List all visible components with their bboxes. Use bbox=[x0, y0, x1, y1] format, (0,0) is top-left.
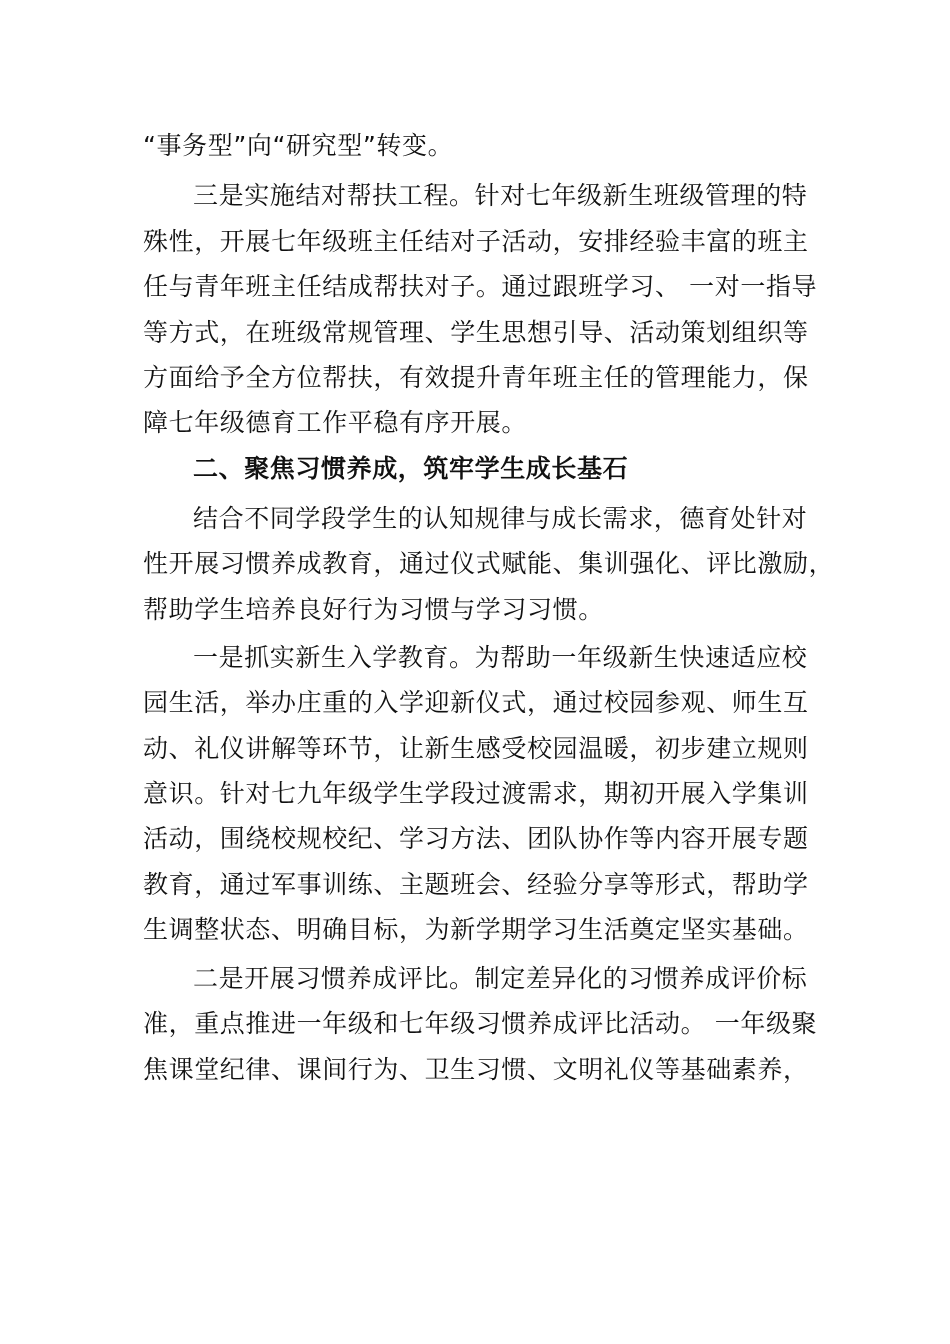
text-line: 殊性，开展七年级班主任结对子活动，安排经验丰富的班主 bbox=[143, 227, 809, 256]
text-line: 一是抓实新生入学教育。为帮助一年级新生快速适应校 bbox=[193, 643, 808, 672]
text-line: 园生活，举办庄重的入学迎新仪式，通过校园参观、师生互 bbox=[143, 688, 809, 717]
text-line: 二是开展习惯养成评比。制定差异化的习惯养成评价标 bbox=[193, 964, 808, 993]
text-line: 结合不同学段学生的认知规律与成长需求，德育处针对 bbox=[193, 504, 808, 533]
text-line: 意识。针对七九年级学生学段过渡需求，期初开展入学集训 bbox=[143, 779, 809, 808]
text-line: 方面给予全方位帮扶，有效提升青年班主任的管理能力，保 bbox=[143, 363, 809, 392]
text-line: 活动，围绕校规校纪、学习方法、团队协作等内容开展专题 bbox=[143, 824, 809, 853]
text-line: 动、礼仪讲解等环节，让新生感受校园温暖，初步建立规则 bbox=[143, 734, 809, 763]
section-heading: 二、聚焦习惯养成，筑牢学生成长基石 bbox=[193, 454, 629, 483]
text-line: 生调整状态、明确目标，为新学期学习生活奠定坚实基础。 bbox=[143, 915, 809, 944]
text-line: 任与青年班主任结成帮扶对子。通过跟班学习、 一对一指导 bbox=[143, 272, 818, 301]
text-line: 焦课堂纪律、课间行为、卫生习惯、文明礼仪等基础素养， bbox=[143, 1055, 809, 1084]
text-line: 准，重点推进一年级和七年级习惯养成评比活动。 一年级聚 bbox=[143, 1009, 818, 1038]
text-line: 三是实施结对帮扶工程。针对七年级新生班级管理的特 bbox=[193, 181, 808, 210]
text-line: 性开展习惯养成教育，通过仪式赋能、集训强化、评比激励， bbox=[143, 549, 835, 578]
text-line: 等方式，在班级常规管理、学生思想引导、活动策划组织等 bbox=[143, 318, 809, 347]
text-line: “事务型”向“研究型”转变。 bbox=[143, 131, 454, 160]
text-line: 教育，通过军事训练、主题班会、经验分享等形式，帮助学 bbox=[143, 870, 809, 899]
text-line: 障七年级德育工作平稳有序开展。 bbox=[143, 408, 528, 437]
text-line: 帮助学生培养良好行为习惯与学习习惯。 bbox=[143, 595, 604, 624]
